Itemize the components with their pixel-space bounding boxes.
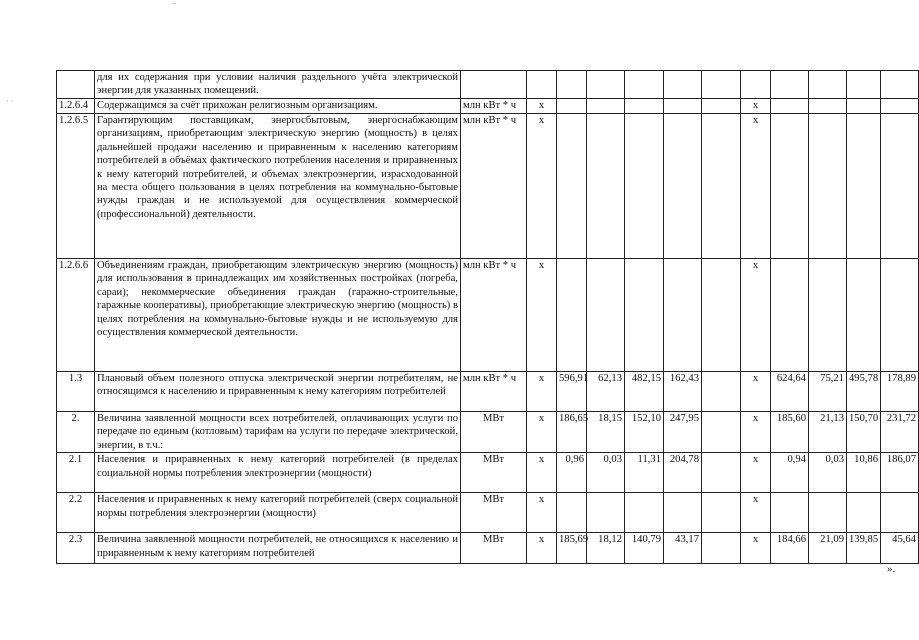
value-cell xyxy=(702,533,741,564)
value-cell xyxy=(587,71,625,99)
value-cell: х xyxy=(741,412,771,453)
table-row xyxy=(57,71,919,99)
value-cell: 18,12 xyxy=(587,533,625,564)
row-number: 1.2.6.6 xyxy=(57,259,95,372)
value-cell: 186,65 xyxy=(557,412,587,453)
row-unit: МВт xyxy=(461,493,527,533)
value-cell: х xyxy=(741,259,771,372)
value-cell xyxy=(881,99,919,114)
value-cell xyxy=(809,71,847,99)
value-cell: 231,72 xyxy=(881,412,919,453)
value-cell: 21,09 xyxy=(809,533,847,564)
value-cell: 185,60 xyxy=(771,412,809,453)
row-unit xyxy=(461,71,527,99)
row-description: Содержащимся за счёт прихожан религиозным организациям. xyxy=(95,99,461,114)
value-cell xyxy=(881,259,919,372)
value-cell xyxy=(587,114,625,259)
value-cell: 185,69 xyxy=(557,533,587,564)
value-cell xyxy=(664,71,702,99)
value-cell xyxy=(702,412,741,453)
value-cell: х xyxy=(741,372,771,412)
value-cell xyxy=(587,493,625,533)
value-cell: 45,64 xyxy=(881,533,919,564)
value-cell xyxy=(664,493,702,533)
value-cell xyxy=(702,453,741,493)
value-cell: 0,03 xyxy=(587,453,625,493)
value-cell: 596,91 xyxy=(557,372,587,412)
value-cell xyxy=(587,99,625,114)
value-cell: 624,64 xyxy=(771,372,809,412)
row-unit: МВт xyxy=(461,453,527,493)
value-cell xyxy=(702,493,741,533)
value-cell: х xyxy=(527,453,557,493)
row-unit: млн кВт * ч xyxy=(461,372,527,412)
scan-speck: ‒ xyxy=(172,0,176,7)
table-row xyxy=(57,372,919,412)
value-cell: х xyxy=(741,99,771,114)
value-cell xyxy=(702,99,741,114)
value-cell xyxy=(809,259,847,372)
row-description: Населения и приравненных к нему категорий потребителей (сверх социальной нормы потребления электроэнергии (мощности) xyxy=(95,493,461,533)
row-description: Гарантирующим поставщикам, энергосбытовым, энергоснабжающим организациям, приобретающим электрическую энергию (мощность) в целях дальнейшей продажи населению и приравненным к населению категориям потребителей в объёмах фактического потребления населения и приравненных к нему категорий потребителей, и объемах электроэнергии, израсходованной на места общего пользования в целях потребления на коммунально-бытовые нужды граждан и не используемой для осуществления коммерческой (профессиональной) деятельности. xyxy=(95,114,461,259)
value-cell: х xyxy=(741,533,771,564)
value-cell: 62,13 xyxy=(587,372,625,412)
value-cell xyxy=(664,114,702,259)
value-cell: 21,13 xyxy=(809,412,847,453)
value-cell xyxy=(809,114,847,259)
value-cell xyxy=(881,114,919,259)
value-cell xyxy=(664,259,702,372)
value-cell xyxy=(847,114,881,259)
row-unit: млн кВт * ч xyxy=(461,99,527,114)
row-number: 1.3 xyxy=(57,372,95,412)
row-description: Величина заявленной мощности потребителей, не относящихся к населению и приравненным к нему категориям потребителей xyxy=(95,533,461,564)
value-cell xyxy=(557,114,587,259)
value-cell xyxy=(741,71,771,99)
row-unit: млн кВт * ч xyxy=(461,114,527,259)
row-unit: млн кВт * ч xyxy=(461,259,527,372)
value-cell: х xyxy=(527,259,557,372)
value-cell: х xyxy=(741,493,771,533)
value-cell xyxy=(881,493,919,533)
value-cell xyxy=(847,71,881,99)
row-description: для их содержания при условии наличия раздельного учёта электрической энергии для указанных помещений. xyxy=(95,71,461,99)
value-cell xyxy=(625,99,664,114)
value-cell xyxy=(702,71,741,99)
scan-speck: · · xyxy=(6,97,14,106)
value-cell xyxy=(771,99,809,114)
value-cell: х xyxy=(527,533,557,564)
value-cell: 150,70 xyxy=(847,412,881,453)
tariff-table xyxy=(56,70,919,564)
value-cell xyxy=(847,99,881,114)
table-row xyxy=(57,114,919,259)
value-cell: х xyxy=(527,493,557,533)
value-cell xyxy=(557,259,587,372)
value-cell: 0,94 xyxy=(771,453,809,493)
value-cell xyxy=(809,99,847,114)
value-cell xyxy=(881,71,919,99)
value-cell: х xyxy=(741,114,771,259)
value-cell xyxy=(771,493,809,533)
value-cell: 184,66 xyxy=(771,533,809,564)
closing-quote: ». xyxy=(887,563,896,575)
value-cell: 162,43 xyxy=(664,372,702,412)
value-cell xyxy=(809,493,847,533)
value-cell: 139,85 xyxy=(847,533,881,564)
value-cell xyxy=(771,71,809,99)
value-cell xyxy=(557,99,587,114)
value-cell: 152,10 xyxy=(625,412,664,453)
row-description: Объединениям граждан, приобретающим электрическую энергию (мощность) для использования в принадлежащих им хозяйственных постройках (погреба, сараи); некоммерческие объединения граждан (гаражно-строительные, гаражные кооперативы), приобретающие электрическую энергию (мощность) в целях потребления на коммунально-бытовые нужды и не используемую для осуществления коммерческой деятельности. xyxy=(95,259,461,372)
value-cell xyxy=(527,71,557,99)
value-cell: 495,78 xyxy=(847,372,881,412)
row-unit: МВт xyxy=(461,533,527,564)
value-cell xyxy=(771,259,809,372)
row-description: Плановый объем полезного отпуска электрической энергии потребителям, не относящимся к населению и приравненным к нему категориям потребителей xyxy=(95,372,461,412)
value-cell: х xyxy=(527,412,557,453)
value-cell: 11,31 xyxy=(625,453,664,493)
table-row xyxy=(57,453,919,493)
row-description: Населения и приравненных к нему категорий потребителей (в пределах социальной нормы потребления электроэнергии (мощности) xyxy=(95,453,461,493)
table-row xyxy=(57,412,919,453)
value-cell: 247,95 xyxy=(664,412,702,453)
value-cell: 75,21 xyxy=(809,372,847,412)
value-cell: х xyxy=(741,453,771,493)
row-description: Величина заявленной мощности всех потребителей, оплачивающих услуги по передаче по единым (котловым) тарифам на услуги по передаче электрической, энергии, в т.ч.: xyxy=(95,412,461,453)
value-cell xyxy=(702,372,741,412)
table-row xyxy=(57,493,919,533)
value-cell xyxy=(625,71,664,99)
row-number: 2.1 xyxy=(57,453,95,493)
table-row xyxy=(57,533,919,564)
value-cell xyxy=(557,71,587,99)
value-cell: х xyxy=(527,372,557,412)
value-cell xyxy=(847,259,881,372)
value-cell: 0,96 xyxy=(557,453,587,493)
row-number xyxy=(57,71,95,99)
value-cell: 178,89 xyxy=(881,372,919,412)
value-cell xyxy=(702,114,741,259)
value-cell: 18,15 xyxy=(587,412,625,453)
value-cell: х xyxy=(527,114,557,259)
value-cell: 140,79 xyxy=(625,533,664,564)
row-number: 2.3 xyxy=(57,533,95,564)
value-cell xyxy=(771,114,809,259)
table-row xyxy=(57,99,919,114)
table-row xyxy=(57,259,919,372)
value-cell xyxy=(557,493,587,533)
value-cell: 10,86 xyxy=(847,453,881,493)
row-number: 2.2 xyxy=(57,493,95,533)
value-cell xyxy=(847,493,881,533)
value-cell xyxy=(625,114,664,259)
value-cell xyxy=(587,259,625,372)
value-cell: 186,07 xyxy=(881,453,919,493)
value-cell: 43,17 xyxy=(664,533,702,564)
value-cell xyxy=(625,493,664,533)
value-cell xyxy=(702,259,741,372)
value-cell xyxy=(664,99,702,114)
row-number: 2. xyxy=(57,412,95,453)
row-unit: МВт xyxy=(461,412,527,453)
value-cell xyxy=(625,259,664,372)
value-cell: 204,78 xyxy=(664,453,702,493)
value-cell: 0,03 xyxy=(809,453,847,493)
row-number: 1.2.6.4 xyxy=(57,99,95,114)
value-cell: х xyxy=(527,99,557,114)
row-number: 1.2.6.5 xyxy=(57,114,95,259)
value-cell: 482,15 xyxy=(625,372,664,412)
